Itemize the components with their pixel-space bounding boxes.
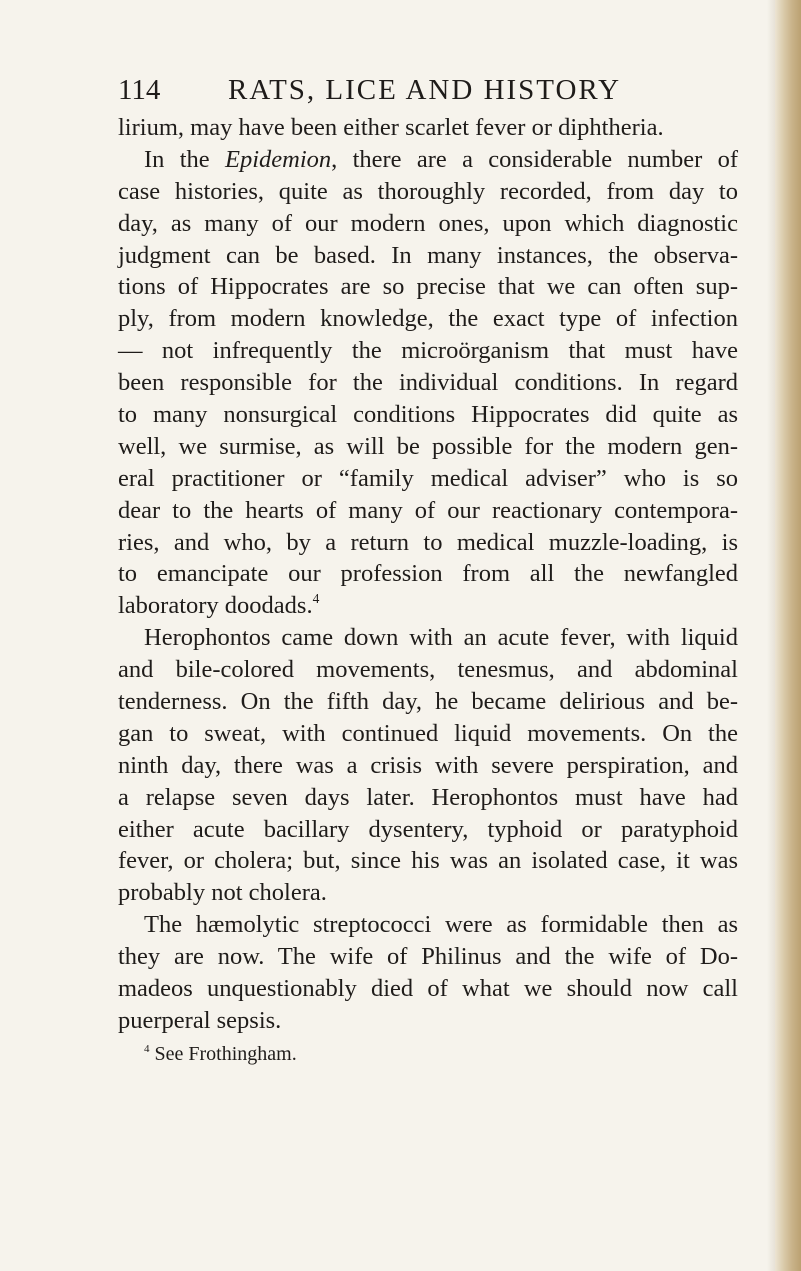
text-line: lirium, may have been either scarlet fever or diphtheria. [118,114,664,141]
page-edge [775,0,801,1271]
text-line: probably not cholera. [118,879,327,907]
footnote-marker: 4 [144,1042,150,1055]
text-line: to emancipate our profession from all the newfangled [118,560,738,588]
footnote-reference: 4 [312,591,320,607]
footnote-text: See Frothingham. [149,1042,297,1065]
text-line: eral practitioner or “family medical adviser” who is so [118,464,738,492]
text-line: to many nonsurgical conditions Hippocrates did quite as [118,401,738,429]
text-line: well, we surmise, as will be possible for the modern gen- [118,432,738,460]
page-edge-shadow [767,0,775,1271]
text-run: laboratory doodads. [118,592,313,620]
text-line: judgment can be based. In many instances, the observa- [118,241,738,269]
text-line: fever, or cholera; but, since his was an isolated case, it was [118,847,738,875]
text-line: ninth day, there was a crisis with severe perspiration, and [118,751,738,779]
text-line: and bile-colored movements, tenesmus, and abdominal [118,656,738,684]
text-line: ries, and who, by a return to medical muzzle-loading, is [118,528,738,556]
text-line: day, as many of our modern ones, upon which diagnostic [118,209,738,237]
text-line: puerperal sepsis. [118,1006,282,1034]
text-line: case histories, quite as thoroughly recorded, from day to [118,177,738,205]
page-number: 114 [118,74,161,106]
text-line: madeos unquestionably died of what we should now call [118,975,738,1003]
text-line: — not infrequently the microörganism that must have [118,337,738,365]
text-line: The hæmolytic streptococci were as formidable then as [144,911,738,939]
footnote [118,1039,738,1069]
text-line: ply, from modern knowledge, the exact type of infection [118,305,738,333]
text-line [118,590,738,622]
text-line: been responsible for the individual conditions. In regard [118,369,738,397]
text-line: gan to sweat, with continued liquid movements. On the [118,719,738,747]
text-line: either acute bacillary dysentery, typhoid or paratyphoid [118,815,738,843]
text-run: In the [144,145,225,173]
body-text [118,112,738,1069]
text-line: they are now. The wife of Philinus and the wife of Do- [118,943,738,971]
text-line: Herophontos came down with an acute fever, with liquid [144,624,738,652]
text-line: dear to the hearts of many of our reactionary contempora- [118,496,738,524]
running-header [118,74,678,114]
text-line: tions of Hippocrates are so precise that we can often sup- [118,273,738,301]
text-line [118,144,738,176]
text-run: , there are a considerable number of [331,145,738,173]
text-line: tenderness. On the fifth day, he became delirious and be- [118,688,738,716]
running-title: RATS, LICE AND HISTORY [228,74,622,106]
book-title-italic: Epidemion [224,145,332,173]
text-line: a relapse seven days later. Herophontos must have had [118,783,738,811]
